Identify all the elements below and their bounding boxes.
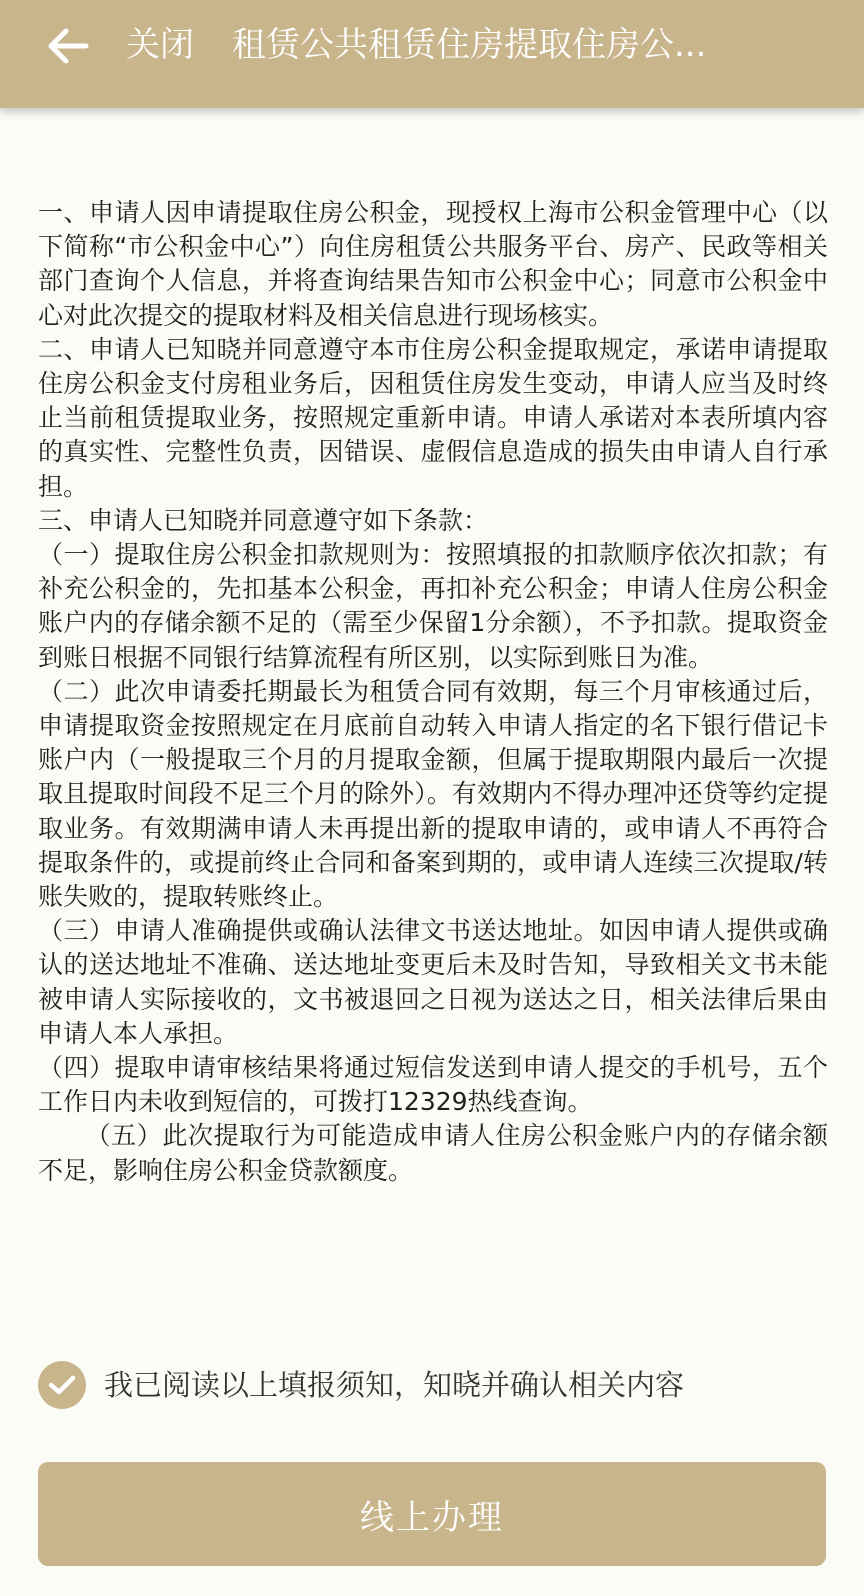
notice-paragraph-1: 一、申请人因申请提取住房公积金，现授权上海市公积金管理中心（以下简称“市公积金中心”）向住房租赁公共服务平台、房产、民政等相关部门查询个人信息，并将查询结果告知市公积金中心；同意市公积金中心对此次提交的提取材料及相关信息进行现场核实。 (38, 198, 828, 330)
notice-clause-5: （五）此次提取行为可能造成申请人住房公积金账户内的存储余额不足，影响住房公积金贷款额度。 (38, 1121, 828, 1185)
notice-clause-3: （三）申请人准确提供或确认法律文书送达地址。如因申请人提供或确认的送达地址不准确、送达地址变更后未及时告知，导致相关文书未能被申请人实际接收的，文书被退回之日视为送达之日，相关法律后果由申请人本人承担。 (38, 916, 828, 1048)
notice-content (38, 196, 828, 1188)
online-apply-button[interactable]: 线上办理 (38, 1462, 826, 1566)
arrow-left-icon (46, 26, 90, 66)
notice-paragraph-3: 三、申请人已知晓并同意遵守如下条款： (38, 505, 489, 535)
notice-clause-1: （一）提取住房公积金扣款规则为：按照填报的扣款顺序依次扣款；有补充公积金的，先扣基本公积金，再扣补充公积金；申请人住房公积金账户内的存储余额不足的（需至少保留1分余额），不予扣款。提取资金到账日根据不同银行结算流程有所区别，以实际到账日为准。 (38, 540, 828, 672)
page-title: 租赁公共租赁住房提取住房公... (232, 25, 707, 65)
back-button[interactable] (38, 18, 98, 74)
close-button[interactable]: 关闭 (126, 25, 194, 65)
agreement-label[interactable]: 我已阅读以上填报须知，知晓并确认相关内容 (104, 1368, 685, 1402)
notice-clause-4: （四）提取申请审核结果将通过短信发送到申请人提交的手机号，五个工作日内未收到短信的，可拨打12329热线查询。 (38, 1053, 828, 1117)
notice-clause-2: （二）此次申请委托期最长为租赁合同有效期，每三个月审核通过后，申请提取资金按照规定在月底前自动转入申请人指定的名下银行借记卡账户内（一般提取三个月的月提取金额，但属于提取期限内最后一次提取且提取时间段不足三个月的除外）。有效期内不得办理冲还贷等约定提取业务。有效期满申请人未再提出新的提取申请的，或申请人不再符合提取条件的，或提前终止合同和备案到期的，或申请人连续三次提取/转账失败的，提取转账终止。 (38, 676, 828, 912)
check-circle-icon[interactable] (38, 1361, 86, 1409)
notice-paragraph-2: 二、申请人已知晓并同意遵守本市住房公积金提取规定，承诺申请提取住房公积金支付房租业务后，因租赁住房发生变动，申请人应当及时终止当前租赁提取业务，按照规定重新申请。申请人承诺对本表所填内容的真实性、完整性负责，因错误、虚假信息造成的损失由申请人自行承担。 (38, 334, 828, 501)
agreement-checkbox-row[interactable] (38, 1360, 684, 1410)
top-bar (0, 0, 864, 108)
